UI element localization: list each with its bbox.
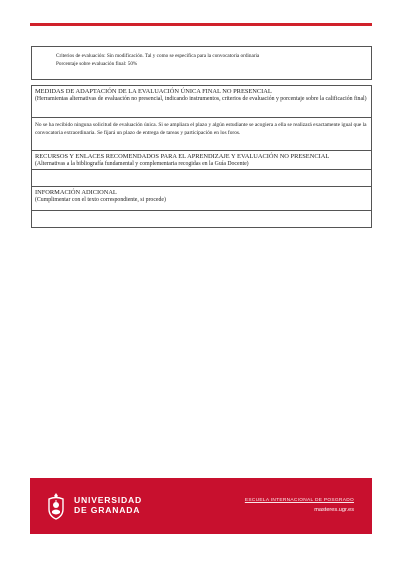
additional-heading: INFORMACIÓN ADICIONAL xyxy=(35,189,117,196)
footer-banner xyxy=(30,478,372,534)
resources-body-cell xyxy=(32,170,371,187)
university-name xyxy=(74,495,142,515)
additional-subheading: (Cumplimentar con el texto correspondiente, si procede) xyxy=(35,197,166,203)
resources-header-cell xyxy=(32,151,371,170)
measures-heading: MEDIDAS DE ADAPTACIÓN DE LA EVALUACIÓN ÚNICA FINAL NO PRESENCIAL xyxy=(35,88,272,95)
measures-body-text: No se ha recibido ninguna solicitud de evaluación única. Si se ampliara el plazo y algún estudiante se acogiera a ella se realizará exactamente igual que la convocatoria extraordinaria. Se fijará un plazo de entrega de tareas y participación en los foros. xyxy=(35,122,367,137)
resources-subheading: (Alternativas a la bibliografía fundamental y complementaria recogidas en la Guía Docente) xyxy=(35,161,249,167)
school-link[interactable]: ESCUELA INTERNACIONAL DE POSGRADO xyxy=(244,498,354,503)
measures-body-cell xyxy=(32,118,371,151)
criteria-box xyxy=(31,46,372,80)
criteria-line: Criterios de evaluación: Sin modificación. Tal y como se especifica para la convocatoria ordinaria xyxy=(56,53,260,59)
additional-body-cell xyxy=(32,211,371,227)
measures-subheading: (Herramientas alternativas de evaluación no presencial, indicando instrumentos, criterios de evaluación y porcentaje sobre la calificación final) xyxy=(35,96,367,102)
university-crest-icon xyxy=(45,492,67,520)
resources-heading: RECURSOS Y ENLACES RECOMENDADOS PARA EL APRENDIZAJE Y EVALUACIÓN NO PRESENCIAL xyxy=(35,153,330,160)
measures-header-cell xyxy=(32,86,371,118)
adaptation-table xyxy=(31,85,372,228)
top-red-rule xyxy=(30,23,372,26)
additional-header-cell xyxy=(32,187,371,211)
university-name-line2: DE GRANADA xyxy=(74,505,141,515)
website-link[interactable]: masteres.ugr.es xyxy=(314,507,354,513)
percentage-line: Porcentaje sobre evaluación final: 50% xyxy=(56,60,138,67)
university-name-line1: UNIVERSIDAD xyxy=(74,495,143,505)
